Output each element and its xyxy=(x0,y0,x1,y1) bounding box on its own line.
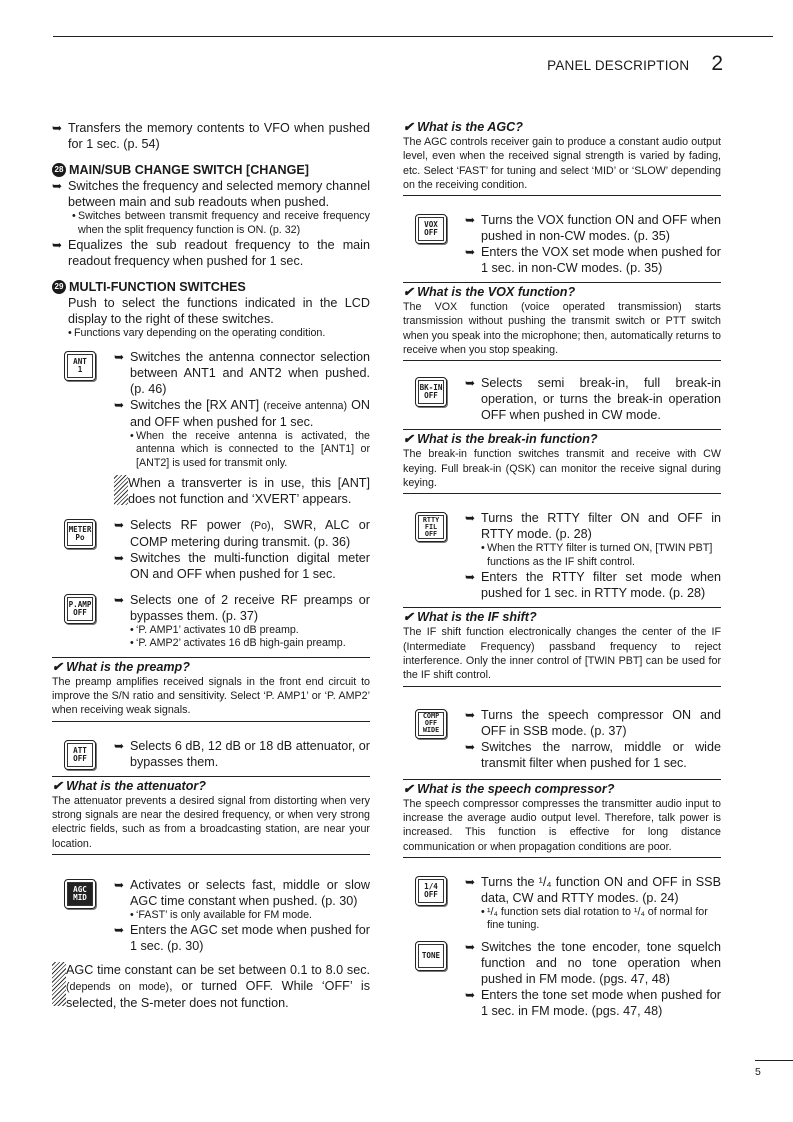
arrow-icon: ➥ xyxy=(465,940,476,955)
arrow-icon: ➥ xyxy=(465,213,476,228)
meter-switch-key[interactable]: METER Po xyxy=(64,519,96,549)
section-28-heading: 28 MAIN/SUB CHANGE SWITCH [CHANGE] xyxy=(52,162,370,178)
top-rule xyxy=(53,36,773,37)
arrow-icon: ➥ xyxy=(465,707,476,722)
check-icon: ✔ xyxy=(403,610,414,625)
ant-switch-key[interactable]: ANT 1 xyxy=(64,351,96,381)
ant-row: ANT 1 ➥ Switches the antenna connector selection between ANT1 and ANT2 when pushed. (p. 46) ➥ Switches the [RX ANT] (receive antenna) ON and OFF when pushed for 1 sec. • When the receive antenna is activated, the antenna which is connected to the [ANT1] or [ANT2] is used for transmit only. When a transverter is in use, this [ANT] does not function and ‘XVERT’ appears. xyxy=(52,349,370,507)
arrow-icon: ➥ xyxy=(465,570,476,585)
agc-note: AGC time constant can be set between 0.1 to 8.0 sec. (depends on mode), or turned OFF. While ‘OFF’ is selected, the S-meter does not function. xyxy=(52,962,370,1011)
arrow-icon: ➥ xyxy=(114,738,125,753)
left-column xyxy=(52,120,370,1011)
compressor-info-box: ✔ What is the speech compressor? The speech compressor compresses the transmitter audio input to increase the average audio output level. Therefore, talk power is increased. This function is effective for long distance communication or when propagation conditions are poor. xyxy=(403,779,721,858)
ant-note: When a transverter is in use, this [ANT] does not function and ‘XVERT’ appears. xyxy=(114,475,370,507)
vox-info-box: ✔ What is the VOX function? The VOX function (voice operated transmission) starts transmission without pushing the transmit switch or PTT switch when you speak into the microphone; then, automatically returns to receive when you stop speaking. xyxy=(403,282,721,361)
multi-function-intro: Push to select the functions indicated in the LCD display to the right of these switches. xyxy=(68,296,370,327)
rtty-switch-key[interactable]: RTTY FIL OFF xyxy=(415,512,447,542)
section-29-heading: 29 MULTI-FUNCTION SWITCHES xyxy=(52,279,370,295)
tone-switch-key[interactable]: TONE xyxy=(415,941,447,971)
footer-rule xyxy=(755,1060,793,1061)
check-icon: ✔ xyxy=(403,285,414,300)
arrow-icon: ➥ xyxy=(465,988,476,1003)
circled-number-icon: 29 xyxy=(52,280,66,294)
arrow-icon: ➥ xyxy=(114,550,125,565)
arrow-icon: ➥ xyxy=(465,511,476,526)
arrow-icon: ➥ xyxy=(114,517,125,532)
check-icon: ✔ xyxy=(52,778,63,793)
change-subnote: • Switches between transmit frequency and receive frequency when the split frequency function is ON. (p. 32) xyxy=(72,210,370,236)
arrow-icon: ➥ xyxy=(52,121,63,135)
note-icon xyxy=(114,475,128,505)
vox-switch-key[interactable]: VOX OFF xyxy=(415,214,447,244)
arrow-icon: ➥ xyxy=(465,874,476,889)
arrow-icon: ➥ xyxy=(52,238,63,253)
arrow-icon: ➥ xyxy=(114,349,125,364)
bullet-dot-icon: • xyxy=(130,908,134,921)
quarter-switch-key[interactable]: 1/4 OFF xyxy=(415,876,447,906)
tone-row: TONE ➥ Switches the tone encoder, tone squelch function and no tone operation when pushed in FM mode. (pgs. 47, 48) ➥ Enters the tone set mode when pushed for 1 sec. in FM mode. (pgs. 47, 48) xyxy=(403,939,721,1019)
multi-function-subnote: • Functions vary depending on the operating condition. xyxy=(68,327,326,340)
chapter-number: 2 xyxy=(711,52,723,75)
pamp-row: P.AMP OFF ➥ Selects one of 2 receive RF preamps or bypasses them. (p. 37) • ‘P. AMP1’ activates 10 dB preamp. • ‘P. AMP2’ activates 16 dB high-gain preamp. xyxy=(52,592,370,651)
arrow-icon: ➥ xyxy=(465,376,476,391)
bullet-dot-icon: • xyxy=(68,327,72,340)
bullet-dot-icon: • xyxy=(130,623,134,636)
meter-row: METER Po ➥ Selects RF power (Po), SWR, ALC or COMP metering during transmit. (p. 36) ➥ Switches the multi-function digital meter ON and OFF when pushed for 1 sec. xyxy=(52,517,370,582)
ifshift-info-box: ✔ What is the IF shift? The IF shift function electronically changes the center of the IF (Intermediate Frequency) passband frequency to reject interference. Only the inner control of [TWIN PBT] can be used for the IF shift control. xyxy=(403,607,721,686)
arrow-icon: ➥ xyxy=(52,179,63,193)
right-column xyxy=(403,120,721,1019)
bullet-dot-icon: • xyxy=(481,905,485,918)
comp-row: COMP OFF WIDE ➥ Turns the speech compressor ON and OFF in SSB mode. (p. 37) ➥ Switches the narrow, middle or wide transmit filter when pushed for 1 sec. xyxy=(403,707,721,771)
change-bullet-1: ➥ Switches the frequency and selected memory channel between main and sub readouts when pushed. xyxy=(52,179,370,209)
check-icon: ✔ xyxy=(403,781,414,796)
att-switch-key[interactable]: ATT OFF xyxy=(64,740,96,770)
arrow-icon: ➥ xyxy=(114,397,125,412)
transfer-bullet: ➥ Transfers the memory contents to VFO when pushed for 1 sec. (p. 54) xyxy=(52,121,370,151)
bullet-dot-icon: • xyxy=(130,429,134,442)
pamp-switch-key[interactable]: P.AMP OFF xyxy=(64,594,96,624)
att-row: ATT OFF ➥ Selects 6 dB, 12 dB or 18 dB attenuator, or bypasses them. xyxy=(52,738,370,770)
note-icon xyxy=(52,962,66,1006)
bullet-dot-icon: • xyxy=(72,210,76,222)
page-number: 5 xyxy=(755,1066,761,1078)
bkin-switch-key[interactable]: BK-IN OFF xyxy=(415,377,447,407)
check-icon: ✔ xyxy=(403,120,414,134)
arrow-icon: ➥ xyxy=(114,923,125,938)
arrow-icon: ➥ xyxy=(114,877,125,892)
preamp-info-box: ✔ What is the preamp? The preamp amplifies received signals in the front end circuit to improve the S/N ratio and sensitivity. Select ‘P. AMP1’ or ‘P. AMP2’ when receiving weak signals. xyxy=(52,657,370,722)
arrow-icon: ➥ xyxy=(465,245,476,260)
check-icon: ✔ xyxy=(403,432,414,447)
quarter-row: 1/4 OFF ➥ Turns the ¹/₄ function ON and OFF in SSB data, CW and RTTY modes. (p. 24) • ¹/₄ function sets dial rotation to ¹/₄ of normal for fine tuning. xyxy=(403,874,721,933)
bkin-row: BK-IN OFF ➥ Selects semi break-in, full break-in operation, or turns the break-in operation OFF when pushed in CW mode. xyxy=(403,375,721,423)
page-header xyxy=(547,52,723,76)
bullet-dot-icon: • xyxy=(130,637,134,650)
vox-row: VOX OFF ➥ Turns the VOX function ON and OFF when pushed in non-CW modes. (p. 35) ➥ Enters the VOX set mode when pushed for 1 sec. in non-CW modes. (p. 35) xyxy=(403,212,721,276)
agc-row: AGC MID ➥ Activates or selects fast, middle or slow AGC time constant when pushed. (p. 30) • ‘FAST’ is only available for FM mode. ➥ Enters the AGC set mode when pushed for 1 sec. (p. 30) xyxy=(52,877,370,955)
bullet-dot-icon: • xyxy=(481,542,485,555)
arrow-icon: ➥ xyxy=(114,592,125,607)
circled-number-icon: 28 xyxy=(52,163,66,177)
attenuator-info-box: ✔ What is the attenuator? The attenuator prevents a desired signal from distorting when very strong signals are near the desired frequency, or when very strong electric fields, such as from a broadcasting station, are near your location. xyxy=(52,776,370,855)
rtty-row: RTTY FIL OFF ➥ Turns the RTTY filter ON and OFF in RTTY mode. (p. 28) • When the RTTY filter is turned ON, [TWIN PBT] functions as the IF shift control. ➥ Enters the RTTY filter set mode when pushed for 1 sec. in RTTY mode. (p. 28) xyxy=(403,510,721,601)
check-icon: ✔ xyxy=(52,659,63,674)
arrow-icon: ➥ xyxy=(465,739,476,754)
header-title: PANEL DESCRIPTION xyxy=(547,58,690,73)
breakin-info-box: ✔ What is the break-in function? The break-in function switches transmit and receive with CW keying. Full break-in (QSK) can monitor the receive signal during keying. xyxy=(403,429,721,494)
comp-switch-key[interactable]: COMP OFF WIDE xyxy=(415,709,447,739)
agc-switch-key[interactable]: AGC MID xyxy=(64,879,96,909)
change-bullet-2: ➥ Equalizes the sub readout frequency to the main readout frequency when pushed for 1 sec. xyxy=(52,238,370,269)
agc-info-box: ✔ What is the AGC? The AGC controls receiver gain to produce a constant audio output level, even when the received signal strength is varied by fading, etc. Select ‘FAST’ for tuning and select ‘MID’ or ‘SLOW’ depending on the receiving condition. xyxy=(403,120,721,196)
